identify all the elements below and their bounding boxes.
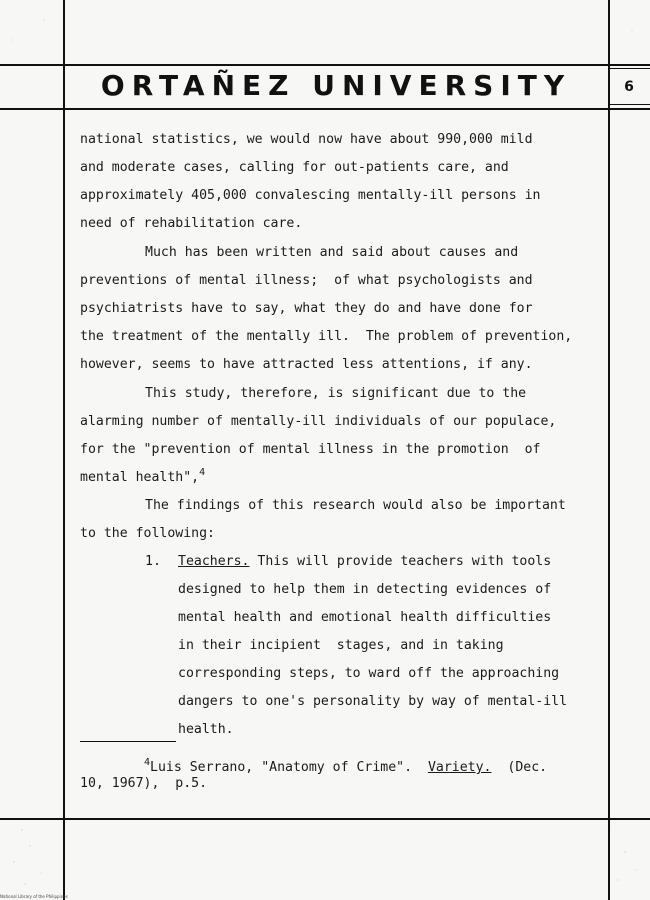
page-number-box-bottom <box>608 104 650 105</box>
header-bottom-rule <box>0 108 650 110</box>
paragraph-line: alarming number of mentally-ill individuals of our populace, <box>80 414 557 429</box>
footnote-line: 10, 1967), p.5. <box>80 776 208 791</box>
paragraph-line: to the following: <box>80 526 215 541</box>
paragraph-line: however, seems to have attracted less attentions, if any. <box>80 357 533 372</box>
list-item-line: dangers to one's personality by way of mental-ill <box>178 694 568 709</box>
paragraph-line: approximately 405,000 convalescing mentally-ill persons in <box>80 188 541 203</box>
footnote-marker: 4 <box>144 757 151 768</box>
archive-stamp: National Library of the Philippines <box>0 894 68 899</box>
paragraph-line-with-footnote <box>80 469 205 487</box>
right-margin-rule <box>608 0 610 900</box>
paragraph-line: preventions of mental illness; of what psychologists and <box>80 273 533 288</box>
university-title: ORTAÑEZ UNIVERSITY <box>100 69 572 102</box>
paragraph-line: the treatment of the mentally ill. The problem of prevention, <box>80 329 573 344</box>
paragraph-line: need of rehabilitation care. <box>80 216 303 231</box>
left-margin-rule <box>63 0 65 900</box>
footnote-source: Variety. <box>427 760 492 775</box>
list-item-line: health. <box>178 722 234 737</box>
list-item-line: corresponding steps, to ward off the approaching <box>178 666 560 681</box>
list-item-text: This will provide teachers with tools <box>257 554 552 569</box>
paragraph-line: national statistics, we would now have about 990,000 mild <box>80 132 533 147</box>
footnote-title: "Anatomy of Crime". <box>261 760 413 775</box>
paragraph-line: for the "prevention of mental illness in the promotion of <box>80 442 541 457</box>
list-item-line: designed to help them in detecting evidences of <box>178 582 552 597</box>
footnote-separator <box>80 741 176 742</box>
paragraph-line: Much has been written and said about causes and <box>145 245 519 260</box>
footnote-author: Luis Serrano, <box>150 760 254 775</box>
list-item-line: in their incipient stages, and in taking <box>178 638 504 653</box>
paragraph-line: and moderate cases, calling for out-patients care, and <box>80 160 509 175</box>
paragraph-line: psychiatrists have to say, what they do and have done for <box>80 301 533 316</box>
list-item-lead <box>178 553 551 571</box>
page-number: 6 <box>624 79 634 95</box>
paragraph-text: mental health", <box>80 470 200 485</box>
page-number-box-top <box>608 68 650 69</box>
footnote-reference: 4 <box>199 467 206 478</box>
footnote-date: (Dec. <box>507 760 548 775</box>
paragraph-line: The findings of this research would also be important <box>145 498 566 513</box>
list-item-term: Teachers. <box>178 554 250 569</box>
footer-rule <box>0 818 650 820</box>
list-item-line: mental health and emotional health difficulties <box>178 610 552 625</box>
paragraph-line: This study, therefore, is significant due to the <box>145 386 527 401</box>
list-item-number: 1. <box>145 554 161 569</box>
